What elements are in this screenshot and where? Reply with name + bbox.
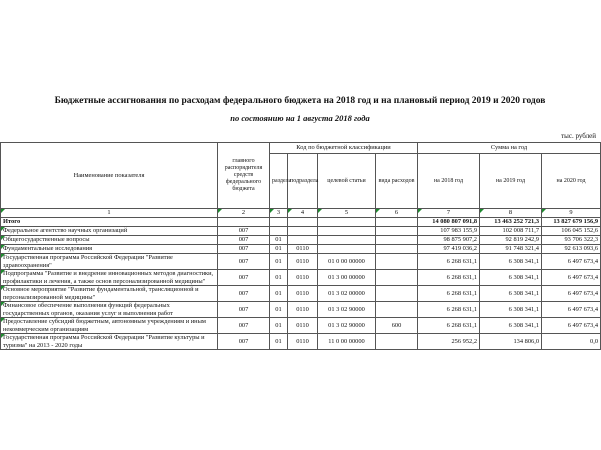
row-2018: 97 419 036,2: [418, 245, 480, 254]
column-number: 2: [218, 209, 270, 218]
row-target: 01 3 02 00000: [318, 286, 376, 302]
row-2018: 6 268 631,1: [418, 254, 480, 270]
row-manager: 007: [218, 334, 270, 350]
row-target: 11 0 00 00000: [318, 334, 376, 350]
row-expense: [376, 334, 418, 350]
row-manager: 007: [218, 302, 270, 318]
header-subsection: подраздела: [288, 154, 318, 209]
row-2019: 91 748 321,4: [480, 245, 542, 254]
column-number: 5: [318, 209, 376, 218]
row-name: Основное мероприятие "Развитие фундаментальной, трансляционной и персонализированной медицины": [1, 286, 218, 302]
row-section: 01: [270, 270, 288, 286]
row-2019: 6 308 341,1: [480, 302, 542, 318]
row-expense: 600: [376, 318, 418, 334]
header-2019: на 2019 год: [480, 154, 542, 209]
row-target: 01 0 00 00000: [318, 254, 376, 270]
total-2019: 13 463 252 721,3: [480, 218, 542, 227]
row-2020: 92 613 093,6: [542, 245, 601, 254]
row-2019: 134 806,0: [480, 334, 542, 350]
row-2019: 102 008 711,7: [480, 227, 542, 236]
row-2020: 6 497 673,4: [542, 318, 601, 334]
total-row: [1, 218, 601, 227]
row-name: Государственная программа Российской Федерации "Развитие здравоохранения": [1, 254, 218, 270]
row-2018: 6 268 631,1: [418, 286, 480, 302]
row-manager: 007: [218, 254, 270, 270]
row-2020: 6 497 673,4: [542, 302, 601, 318]
header-target: целевой статьи: [318, 154, 376, 209]
total-2020: 13 827 679 156,9: [542, 218, 601, 227]
row-target: 01 3 02 90000: [318, 302, 376, 318]
column-number: 7: [418, 209, 480, 218]
row-target: [318, 236, 376, 245]
header-2018: на 2018 год: [418, 154, 480, 209]
header-name: Наименование показателя: [1, 143, 218, 209]
row-subsection: 0110: [288, 318, 318, 334]
row-name: Общегосударственные вопросы: [1, 236, 218, 245]
row-2018: 6 268 631,1: [418, 302, 480, 318]
row-2018: 256 952,2: [418, 334, 480, 350]
column-number: 8: [480, 209, 542, 218]
row-manager: 007: [218, 270, 270, 286]
row-section: 01: [270, 245, 288, 254]
table-row: [1, 286, 601, 302]
row-2018: 98 875 907,2: [418, 236, 480, 245]
row-section: 01: [270, 286, 288, 302]
row-2020: 6 497 673,4: [542, 286, 601, 302]
row-2018: 6 268 631,1: [418, 270, 480, 286]
table-row: [1, 236, 601, 245]
header-manager: главного распорядителя средств федерального бюджета: [218, 143, 270, 209]
row-2020: 6 497 673,4: [542, 270, 601, 286]
table-row: [1, 270, 601, 286]
row-manager: 007: [218, 245, 270, 254]
budget-table: [0, 142, 601, 350]
column-number: 3: [270, 209, 288, 218]
row-section: [270, 227, 288, 236]
document-subtitle: по состоянию на 1 августа 2018 года: [230, 113, 370, 123]
row-expense: [376, 227, 418, 236]
row-2020: 106 045 152,6: [542, 227, 601, 236]
row-expense: [376, 245, 418, 254]
column-number: 6: [376, 209, 418, 218]
total-2018: 14 080 807 091,8: [418, 218, 480, 227]
document-title: Бюджетные ассигнования по расходам федерального бюджета на 2018 год и на плановый период 2019 и 2020 годов: [54, 96, 546, 106]
row-subsection: 0110: [288, 270, 318, 286]
table-row: [1, 254, 601, 270]
row-2019: 6 308 341,1: [480, 286, 542, 302]
row-manager: 007: [218, 286, 270, 302]
row-section: 01: [270, 334, 288, 350]
table-row: [1, 318, 601, 334]
row-2020: 0,0: [542, 334, 601, 350]
row-subsection: 0110: [288, 254, 318, 270]
column-number: 9: [542, 209, 601, 218]
row-target: [318, 245, 376, 254]
row-2020: 6 497 673,4: [542, 254, 601, 270]
empty-cell: [288, 218, 318, 227]
row-subsection: 0110: [288, 286, 318, 302]
table-row: [1, 245, 601, 254]
header-section: раздела: [270, 154, 288, 209]
row-target: 01 3 02 90000: [318, 318, 376, 334]
column-number-row: [1, 209, 601, 218]
row-subsection: 0110: [288, 334, 318, 350]
row-subsection: 0110: [288, 302, 318, 318]
row-section: 01: [270, 254, 288, 270]
row-2018: 6 268 631,1: [418, 318, 480, 334]
row-subsection: [288, 227, 318, 236]
total-label: Итого: [1, 218, 218, 227]
row-2019: 6 308 341,1: [480, 270, 542, 286]
row-name: Предоставление субсидий бюджетным, автономным учреждениям и иным некоммерческим организациям: [1, 318, 218, 334]
row-2018: 107 983 155,9: [418, 227, 480, 236]
header-classification: Код по бюджетной классификации: [270, 143, 418, 154]
row-2019: 6 308 341,1: [480, 254, 542, 270]
row-name: Подпрограмма "Развитие и внедрение инновационных методов диагностики, профилактики и лечения, а также основ персонализированной медицины": [1, 270, 218, 286]
row-manager: 007: [218, 236, 270, 245]
row-expense: [376, 270, 418, 286]
column-number: 1: [1, 209, 218, 218]
row-section: 01: [270, 318, 288, 334]
row-section: 01: [270, 236, 288, 245]
header-expense-type: вида расходов: [376, 154, 418, 209]
row-name: Государственная программа Российской Федерации "Развитие культуры и туризма" на 2013 - 2020 годы: [1, 334, 218, 350]
row-manager: 007: [218, 318, 270, 334]
row-expense: [376, 302, 418, 318]
header-sum-group: Сумма на год: [418, 143, 601, 154]
row-name: Финансовое обеспечение выполнения функций федеральных государственных органов, оказания услуг и выполнения работ: [1, 302, 218, 318]
row-section: 01: [270, 302, 288, 318]
row-subsection: [288, 236, 318, 245]
table-row: [1, 334, 601, 350]
row-name: Фундаментальные исследования: [1, 245, 218, 254]
empty-cell: [318, 218, 376, 227]
empty-cell: [376, 218, 418, 227]
row-name: Федеральное агентство научных организаций: [1, 227, 218, 236]
table-row: [1, 227, 601, 236]
row-target: 01 3 00 00000: [318, 270, 376, 286]
row-2019: 92 819 242,9: [480, 236, 542, 245]
row-expense: [376, 286, 418, 302]
row-manager: 007: [218, 227, 270, 236]
row-expense: [376, 254, 418, 270]
header-2020: на 2020 год: [542, 154, 601, 209]
column-number: 4: [288, 209, 318, 218]
units-label: тыс. рублей: [561, 132, 596, 140]
row-subsection: 0110: [288, 245, 318, 254]
row-2020: 93 706 322,3: [542, 236, 601, 245]
empty-cell: [218, 218, 270, 227]
table-row: [1, 302, 601, 318]
row-expense: [376, 236, 418, 245]
row-2019: 6 308 341,1: [480, 318, 542, 334]
row-target: [318, 227, 376, 236]
empty-cell: [270, 218, 288, 227]
